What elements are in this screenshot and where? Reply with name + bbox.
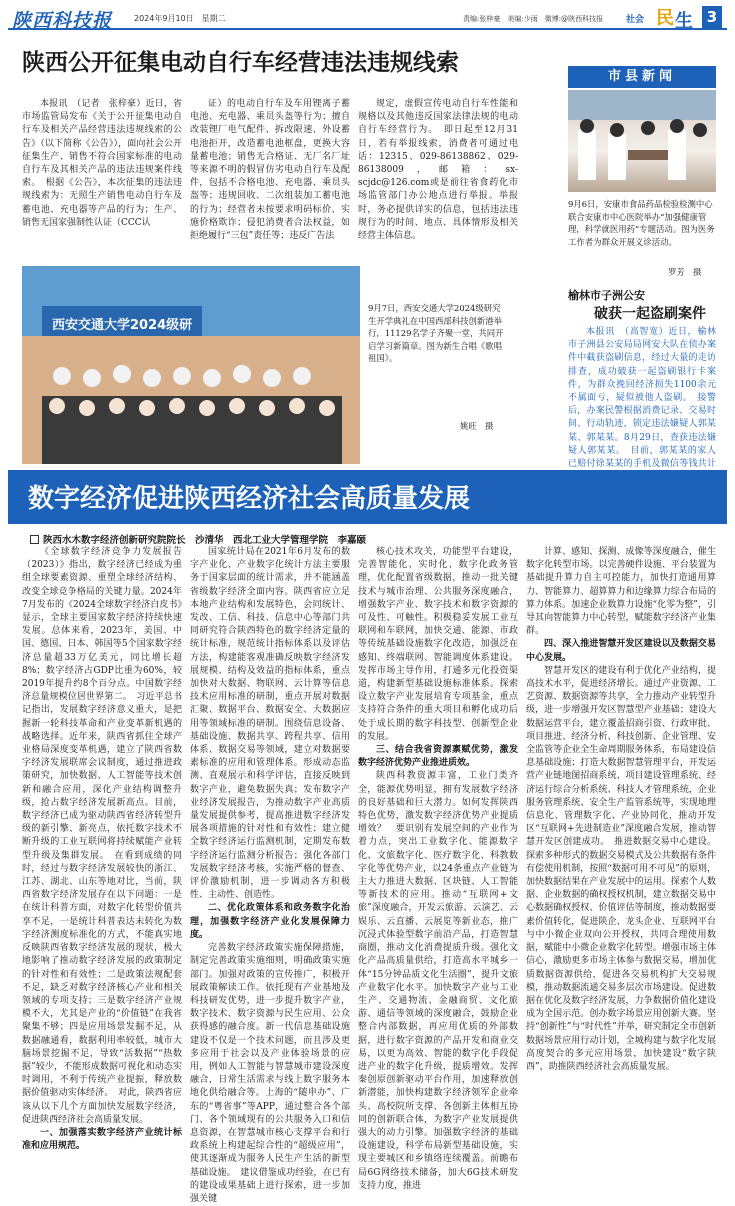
graduation-photo — [22, 266, 360, 464]
feature-section-2: 二、优化政策体系和政务数字化治理，加强数字经济产业化发展保障力度。 — [190, 903, 350, 940]
feature-section-4: 四、深入推进智慧开发区建设以及数据交易中心发展。 — [526, 639, 716, 663]
clinic-photo — [568, 90, 716, 192]
masthead — [8, 6, 727, 30]
sidebar-kicker: 榆林市子洲公安 — [568, 289, 645, 302]
feature-headline: 数字经济促进陕西经济社会高质量发展 — [28, 484, 471, 514]
photo-sign-text: 西安交通大学2024级研 — [52, 318, 193, 333]
sidebar-photo-caption: 9月6日，安康市食品药品检验检测中心联合安康市中心医院举办“加强健康管理，科学就医用药”专题活动。图为医务工作者为群众开展义诊活动。 — [568, 199, 715, 247]
feature-col-2: 国家统计局在2021年6月发布的数字产业化、产业数字化统计方法主要服务于国家层面的统计需求，并不能涵盖省级数字经济全面内容。陕西省应立足本地产业结构和发展特色，会同统计、发改、工信、科技、信息中心等部门共同研究符合陕西特色的数字经济定量的统计标准，规范统计指标体系以及评估方法，构建能客观准确反映数字经济发展规模、结构及效益的指标体系，重点加快对大数据、物联网、云计算等信息技术应用标准的研制，重点开展对数据汇聚、数据平台、数据安全、大数据应用等领域标准的研制。围绕信息设备、基础设施、数据共享、跨程共享、信用体系、数据交易等领域，建立对数据要素标准的应用和管理体系。形成动态监测、直观展示和科学评估，直接反映到数字产业，避免数据失真；发布数字产业经济发展报告，为推动数字产业高质量发展提供参考，提高推进数字经济发展各项措施的针对性和有效性；建立健全数字经济运行监测机制，定期发布数字经济运行监测分析报告；强化各部门发展数字经济考核，实施严格的督查、评价激励机制，进一步调动各方积极性、主动性、创造性。 二、优化政策体系和政务数字化治理，加强数字经济产业化发展保障力度。 完善数字经济政策实施保障措施，制定完善政策实施细则，明确政策实施部门。加强对政策的宣传推广，积极开展政策解读工作。依托现有产业基地及科技研发优势，进一步提升数字产业，数字技术、数字资源与民生应用、公众获得感的融合度。新一代信息基础设施建设不仅是一个技术问题，而且涉及更多应用于社会以及产业体验场景的应用，例如人工智能与智慧城市建设深度融合，日常生活需求与线上数字服务本地化供给融合等。上海的“随申办”、广东的“粤省事”等APP，通过整合各个部门、各个领域现有的公共服务入口和信息资源，在智慧城市核心支撑平台和行政系统上构建起综合性的“超级应用”，使其逐渐成为服务人民生产生活的新型基础设施。 建议借鉴成功经验，在已有的建设成果基础上进行探索，进一步加强关键 — [190, 547, 350, 1204]
byline-square-icon — [30, 535, 39, 544]
section-char-sheng: 生 — [675, 11, 693, 32]
sidebar-title: 市县新闻 — [568, 66, 716, 88]
photo-credit: 姚旺 摄 — [460, 421, 494, 431]
lead-col-2: 证）的电动自行车及车用锂离子蓄电池、充电器、乘员头盔等行为；擅自改装锂厂电气配件、拆改限速、外设蓄电池拒开，改造蓄电池框盘，更换大容量蓄电池；销售无合格证、无厂名厂址等来源不明的假冒仿劣电动自行车及配件，包括不合格电池、充电器、乘员头盔等；违规回收、二次组装加工蓄电池的行为；经营者未按要求明码标价、实施价格欺诈；侵犯消费者合法权益，如拒绝履行“三包”责任等；违反广告法 — [190, 99, 350, 242]
issue-date: 2024年9月10日 星期二 — [134, 14, 226, 23]
lead-col-3: 规定，虚假宣传电动自行车性能和规格以及其他违反国家法律法规的电动自行车经营行为。 即日起至12月31日，若有举报线索，消费者可通过电话：12315、029-86138862、029-86138009，邮箱：sx-scjdc@126.com或是前往省食药化市场监管部门办公地点进行举报。举报时，务必提供详实的信息，包括违法违规行为的时间、地点、具体情形及相关经营主体信息。 — [358, 99, 518, 242]
clinic-photo-art — [568, 90, 716, 192]
section-name: 社会 — [626, 15, 645, 25]
section-char-min: 民 — [656, 8, 674, 29]
feature-byline: 陕西水木数字经济创新研究院院长 沙清华 西北工业大学管理学院 李嘉颐 — [30, 532, 366, 546]
graduation-photo-art — [22, 266, 360, 464]
photo-caption: 9月7日，西安交通大学2024级研究生开学典礼在中国西部科技创新港举行，11129名学子齐聚一堂，共同开启学习新篇章。图为新生合唱《歌唱祖国》。 — [368, 303, 504, 363]
feature-col-3: 核心技术攻关，功能型平台建设，完善智能化、实时化、数字化政务管理，优化配置省级数据，推动一批关键技术与城市治理、公共服务深度融合，增强数字产业、数字技术和数字资源的可及性、可触性。积极稳妥发展工业互联网和车联网，加快交通、能源、市政等传统基础设施数字化改造，加强泛在感知、终端联网、智能调度体系建设。发挥市场主导作用，打通多元化投资渠道，构建新型基础设施标准体系。探索设立数字产业发展培育专项基金，重点支持符合条件的重大项目和孵化成功后处于成长期的数字科技型、创新型企业的发展。 三、结合我省资源禀赋优势，激发数字经济优势产业推进质效。 陕西科教资源丰富，工业门类齐全，能源优势明显，拥有发展数字经济的良好基础和巨大潜力。如何发挥陕西特色优势，激发数字经济优势产业提质增效？ 要识别有发展空间的产业作为着力点，突出工业数字化、能源数字化、文旅数字化、医疗数字化、科教数字化等优势产业，以24条重点产业链为主大力推进大数据、区块链、人工智能等新技术的应用。推动“互联网+文旅”深度融合，开发云旅游、云演艺、云娱乐、云直播、云展览等新业态，推广沉浸式体验型数字前沿产品，打造智慧商圈，推动文化消费提质升级。强化文化产品高质量供给，打造高水平城乡一体“15分钟品质文化生活圈”，提升文旅产业数字化水平。加快数字产业与工业生产、交通物流、金融商贸、文化旅游、通信等领域的深度融合，鼓励企业整合内部数据，再应用优质的外部数据，进行数字资源的产品开发和商业交易，以更为高效、智能的数字化手段促进产业的数字化升级，提质增效。发挥秦创原创新驱动平台作用，加速释放创新潜能，加快构建数字经济领军企业牵头、高校院所支撑、各创新主体相互协同的创新联合体，为数字产业发展提供强大的动力引擎。加强数字经济的基础设施建设，科学布局新型基础设施，实现主要城区和乡镇络连续覆盖。前瞻布局6G网络技术储备，加大6G技术研发支持力度，推进 — [358, 547, 518, 1191]
sidebar-photo-credit: 罗芳 摄 — [668, 267, 702, 277]
feature-section-3: 三、结合我省资源禀赋优势，激发数字经济优势产业推进质效。 — [358, 745, 518, 769]
sidebar-body: 本报讯 （高智宽）近日，榆林市子洲县公安局局网安大队在侦办案件中截获盗刷信息，经过大量的走访排查，成功破获一起盗刷银行卡案件，为群众挽回经济损失1100余元不属面亏，疑似被他人盗刷。 接警后，办案民警根据消费记录、交易时间、行动轨迹，锁定违法嫌疑人郭某某、郭某某。8月29日，查获违法嫌疑人郭某某。 目前，郭某某的家人已赔付徐某某的手机及微信等钱共计 — [568, 327, 716, 470]
newspaper-title: 陕西科技报 — [12, 10, 113, 32]
lead-col-1: 本报讯 （记者 张梓豪）近日，省市场监管局发布《关于公开征集电动自行车及相关产品经营违法违规线索的公告》（以下简称《公告》），面向社会公开征集生产、销售不符合国家标准的电动自行车及其相关产品的违法违规案件线索。 根据《公告》，本次征集的违法违规线索为：无照生产销售电动自行车及蓄电池、充电器等产品的行为；生产、销售无国家强制性认证（CCC认 — [22, 99, 182, 228]
feature-section-1: 一、加强落实数字经济产业统计标准和应用规范。 — [22, 1127, 182, 1152]
feature-col-1: 《全球数字经济竞争力发展报告（2023）》指出，数字经济已经成为重组全球要素资源、重塑全球经济结构、改变全球竞争格局的关键力量。2024年7月发布的《2024全球数字经济白皮书》显示，全球主要国家数字经济持续快速发展。总体来看，2023年，美国、中国、德国、日本、韩国等5个国家数字经济总量超33万亿美元，同比增长超8%；数字经济占GDP比重为60%，较2019年提升约8个百分点。中国数字经济总量规模位居世界第二。 习近平总书记指出，发展数字经济意义重大，是把握新一轮科技革命和产业变革新机遇的战略选择。近年来，陕西省抓住全球产业格局深度变革机遇，建立了陕西省数字经济发展联席会议制度，通过推进政策研究，加快数据、人工智能等技术创新和融合应用，深化产业结构调整升级，抢占数字经济发展新高点。目前，数字经济已成为驱动陕西省经济转型升级的新引擎、新亮点，依托数字技术不断升级的工业互联网将持续赋能产业转型升级及集群发展。 在看到成绩的同时，经过与数字经济发展较快的浙江、江苏、湖北、山东等地对比，当前，陕西省数字经济发展存在以下问题：一是在统计科普方面，对数字化转型价值共享不足，一是统计科普表达未转化为数字经济测度标准化的方式，不能真实地反映陕西省数字经济发展的现状，极大地影响了推动数字经济发展的政策制定的针对性和有效性；二是政策法规配套不足，缺乏对数字经济核心产业和相关领域的专项支持；三是数字经济产业规模不大，尤其是产业的“价值链”在我省聚集不够；四是应用场景发掘不足，从数据融通看，数据利用率较低，城市大脑场景挖掘不足，导致“活数据”“热数据”较少，不能形成数据可视化和动态实时调用，不利于传统产业提振，释放数据价值驱动实体经济。 对此，陕西省应该从以下几个方面加快发展数字经济，促进陕西经济社会高质量发展。 一、加强落实数字经济产业统计标准和应用规范。 — [22, 546, 182, 1068]
feature-col-4: 计算、感知、探测、成像等深度融合，催生数字化转型市场。以完善硬件设施、平台装置为基础提升算力自主可控能力，加快打造通用算力、智能算力、超算算力和边缘算力综合布局的算力体系。加速企业数算力设施“化零为整”，引导其向智能算力中心转型，赋能数字经济产业集群。 四、深入推进智慧开发区建设以及数据交易中心发展。 智慧开发区的建设有利于优化产业结构，提高技术水平，促进经济增长。通过产业资源、工艺资源、数据资源等共享，全力推动产业转型升级，进一步增强开发区智慧型产业基础；建设大数据运营平台，建立覆盖招商引资、行政审批、项目推进、经济分析、科技创新、企业管理、安全监管等企业全生命周期服务体系，布局建设信息基础设施；打造大数据智慧管理平台，开发运营产业链地图招商系统、项目建设管理系统、经济运行综合分析系统、科技人才管理系统，企业服务管理系统、安全生产监管系统等，实现地理信息化、管理数字化、产业协同化，推动开发区“互联网+先进制造业”深度融合发展，推动智慧开发区创建成功。 推进数据交易中心建设。探索多种形式的数据交易模式及公共数据有条件有偿使用机制，按照“数据可用不可见”的原则，加快数据结果在产业发展中的运用。探索个人数据、企业数据的确权授权机制，建立数据交易中心数据确权授权、价值评估等制度，推动数据要素价值转化，促进陕企、龙头企业、互联网平台与中小微企业双向公开授权，共同合理使用数据，赋能中小微企业数字化转型。增强市场主体信心，激励更多市场主体参与数据交易，增加优质数据资源供给，促进各交易机构扩大交易规模，推动数据流通交易多层次市场建设。促进数据在优化及数字经济发展，力争数据价值化建设成为全国示范。创办数字场景应用创新大赛。坚持“创新性”与“时代性”并举，研究制定全市创新数据场景应用行动计划，全城构建与数字化发展高度契合的多元应用场景，加快建设“数字陕西”，助推陕西经济社会高质量发展。 — [526, 547, 716, 1072]
lead-headline: 陕西公开征集电动自行车经营违法违规线索 — [22, 50, 459, 76]
editors-line: 责编:张梓豪 美编:少雨 微博:@陕西科技报 — [463, 15, 604, 23]
sidebar-headline: 破获一起盗刷案件 — [594, 306, 706, 322]
page-number: 3 — [702, 6, 722, 28]
